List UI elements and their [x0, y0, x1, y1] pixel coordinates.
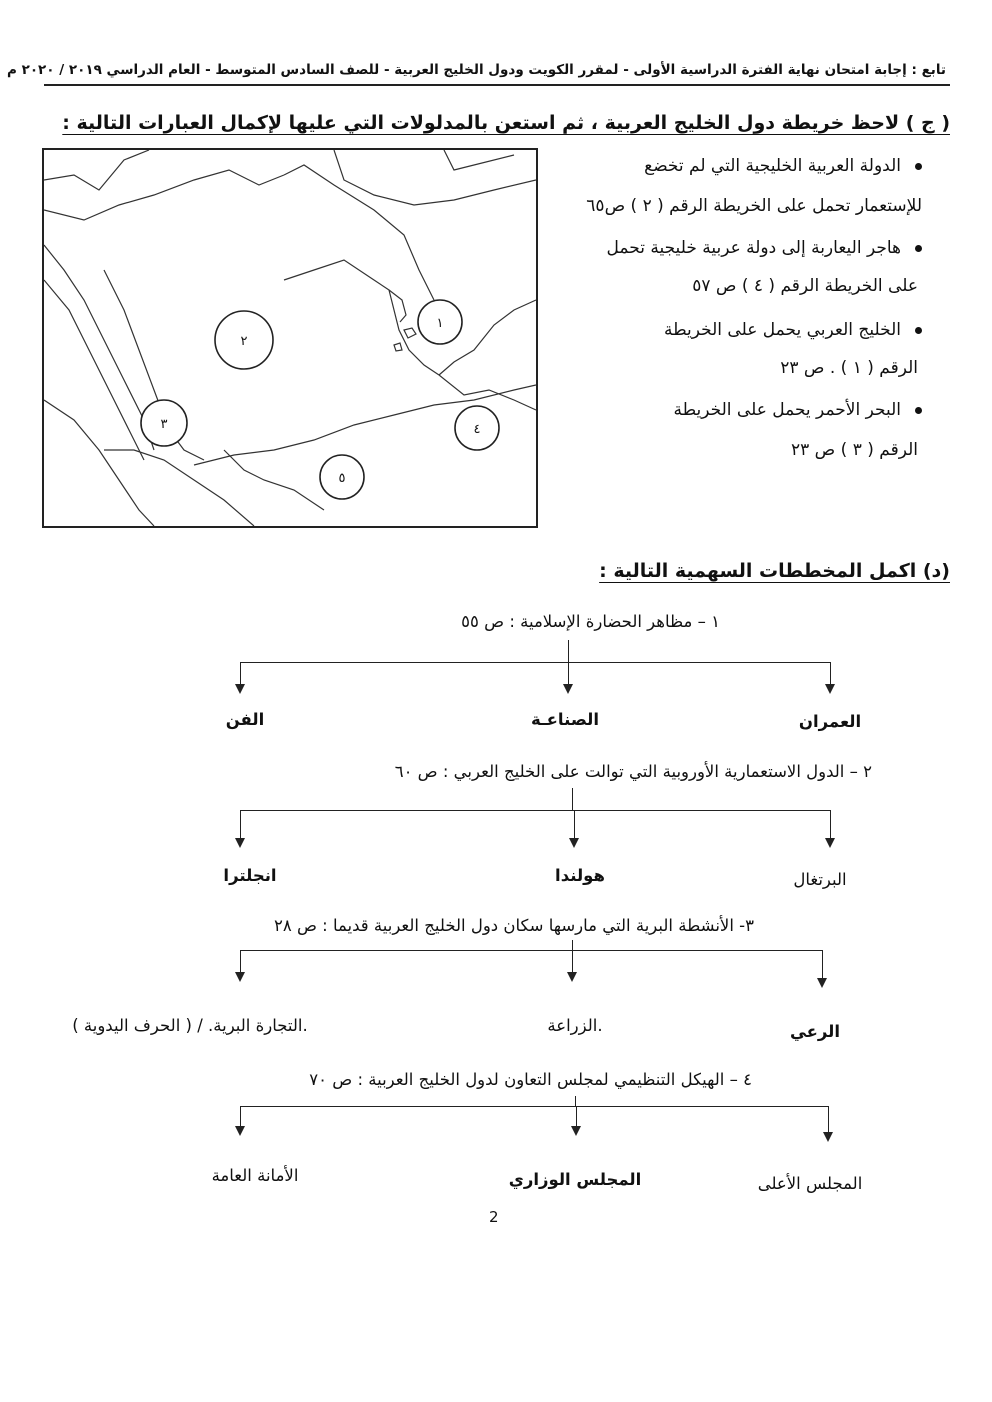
diagram-4-title: ٤ – الهيكل التنظيمي لمجلس التعاون لدول الخليج العربية : ص ٧٠ — [309, 1070, 752, 1089]
bullet-dot — [915, 163, 922, 170]
diagram-1-bar — [240, 662, 830, 663]
arrow-down-icon — [571, 1126, 581, 1136]
map-coast — [44, 280, 144, 460]
diagram-4-drop — [828, 1106, 829, 1134]
diagram-4-bar — [240, 1106, 828, 1107]
page-header: تابع : إجابة امتحان نهاية الفترة الدراسية الأولى - لمقرر الكويت ودول الخليج العربية - للصف السادس المتوسط - العام الدراسي ٢٠١٩ / ٢٠٢٠ م — [6, 62, 946, 78]
diagram-3-drop — [572, 950, 573, 974]
diagram-3-bar — [240, 950, 822, 951]
diagram-2-drop — [574, 810, 575, 840]
arrow-down-icon — [235, 1126, 245, 1136]
diagram-4-drop — [576, 1106, 577, 1128]
bullet-text: البحر الأحمر يحمل على الخريطة — [673, 400, 901, 420]
bullet-dot — [915, 327, 922, 334]
map-label-3: ٣ — [160, 417, 168, 432]
arrow-down-icon — [235, 838, 245, 848]
map-coast — [284, 260, 439, 375]
diagram-2-title: ٢ – الدول الاستعمارية الأوروبية التي توالت على الخليج العربي : ص ٦٠ — [394, 762, 872, 781]
arrow-down-icon — [235, 972, 245, 982]
diagram-1-drop — [830, 662, 831, 686]
diagram-2-drop — [240, 810, 241, 840]
bullet-3-line-1 — [664, 320, 922, 340]
arrow-down-icon — [825, 838, 835, 848]
gulf-map — [42, 148, 538, 528]
diagram-4-leaf-1: المجلس الأعلى — [757, 1174, 863, 1193]
diagram-3-title: ٣- الأنشطة البرية التي مارسها سكان دول الخليج العربية قديما : ص ٢٨ — [273, 916, 754, 935]
map-coast — [439, 375, 536, 410]
diagram-2-leaf-2: هولندا — [555, 866, 605, 885]
bullet-3-line-2: الرقم ( ١ ) . ص ٢٣ — [780, 358, 918, 378]
diagram-1-leaf-3: الفن — [225, 710, 265, 729]
map-border — [44, 170, 284, 220]
gulf-map-drawing — [44, 150, 536, 526]
map-border — [44, 150, 149, 190]
diagram-2-leaf-1: البرتغال — [793, 870, 847, 889]
arrow-down-icon — [567, 972, 577, 982]
bullet-1-line-1 — [644, 156, 922, 176]
diagram-3-leaf-3: التجارة البرية. / ( الحرف اليدوية ). — [72, 1016, 308, 1035]
bullet-4-line-2: الرقم ( ٣ ) ص ٢٣ — [791, 440, 918, 460]
diagram-3-drop — [240, 950, 241, 974]
diagram-4-leaf-3: الأمانة العامة — [211, 1166, 299, 1185]
map-border — [224, 450, 324, 510]
map-label-1: ١ — [436, 316, 444, 331]
diagram-1-title: ١ – مظاهر الحضارة الإسلامية : ص ٥٥ — [461, 612, 720, 631]
section-d-title: (د) اكمل المخططات السهمية التالية : — [599, 560, 950, 582]
map-island — [404, 328, 416, 338]
arrow-down-icon — [569, 838, 579, 848]
diagram-3-leaf-2: الزراعة. — [547, 1016, 603, 1035]
diagram-4-drop — [240, 1106, 241, 1128]
diagram-2-stem — [572, 788, 573, 810]
bullet-4-line-1 — [673, 400, 922, 420]
diagram-1-drop — [240, 662, 241, 686]
diagram-1-leaf-1: العمران — [798, 712, 862, 731]
section-c-title: ( ج ) لاحظ خريطة دول الخليج العربية ، ثم استعن بالمدلولات التي عليها لإكمال العبارات التالية : — [62, 112, 950, 134]
bullet-2-line-2: على الخريطة الرقم ( ٤ ) ص ٥٧ — [692, 276, 918, 296]
page-number: 2 — [489, 1208, 499, 1226]
arrow-down-icon — [825, 684, 835, 694]
map-coast — [389, 290, 406, 322]
map-label-5: ٥ — [338, 471, 346, 486]
diagram-3-leaf-1: الرعي — [789, 1022, 841, 1041]
arrow-down-icon — [823, 1132, 833, 1142]
map-label-2: ٢ — [240, 334, 248, 349]
header-rule — [44, 84, 950, 86]
arrow-down-icon — [235, 684, 245, 694]
map-coast — [104, 450, 254, 526]
bullet-dot — [915, 245, 922, 252]
bullet-text: الدولة العربية الخليجية التي لم تخضع — [644, 156, 901, 176]
bullet-dot — [915, 407, 922, 414]
diagram-4-leaf-2: المجلس الوزاري — [508, 1170, 642, 1189]
map-border — [284, 165, 434, 300]
arrow-down-icon — [563, 684, 573, 694]
map-coast — [44, 400, 154, 526]
map-label-4: ٤ — [473, 422, 481, 437]
diagram-4-stem — [575, 1096, 576, 1106]
diagram-1-stem — [568, 640, 569, 662]
diagram-1-leaf-2: الصناعـة — [531, 710, 599, 729]
bullet-text: الخليج العربي يحمل على الخريطة — [663, 320, 901, 340]
map-border — [334, 150, 536, 205]
bullet-2-line-1 — [607, 238, 922, 258]
diagram-2-drop — [830, 810, 831, 840]
arrow-down-icon — [817, 978, 827, 988]
diagram-3-drop — [822, 950, 823, 980]
diagram-1-drop — [568, 662, 569, 686]
map-island — [394, 343, 402, 351]
bullet-1-line-2: للإستعمار تحمل على الخريطة الرقم ( ٢ ) ص٦٥ — [586, 196, 922, 216]
map-border — [444, 150, 514, 170]
diagram-2-leaf-3: انجلترا — [223, 866, 277, 885]
bullet-text: هاجر اليعاربة إلى دولة عربية خليجية تحمل — [606, 238, 901, 258]
diagram-3-stem — [572, 940, 573, 950]
diagram-2-bar — [240, 810, 830, 811]
